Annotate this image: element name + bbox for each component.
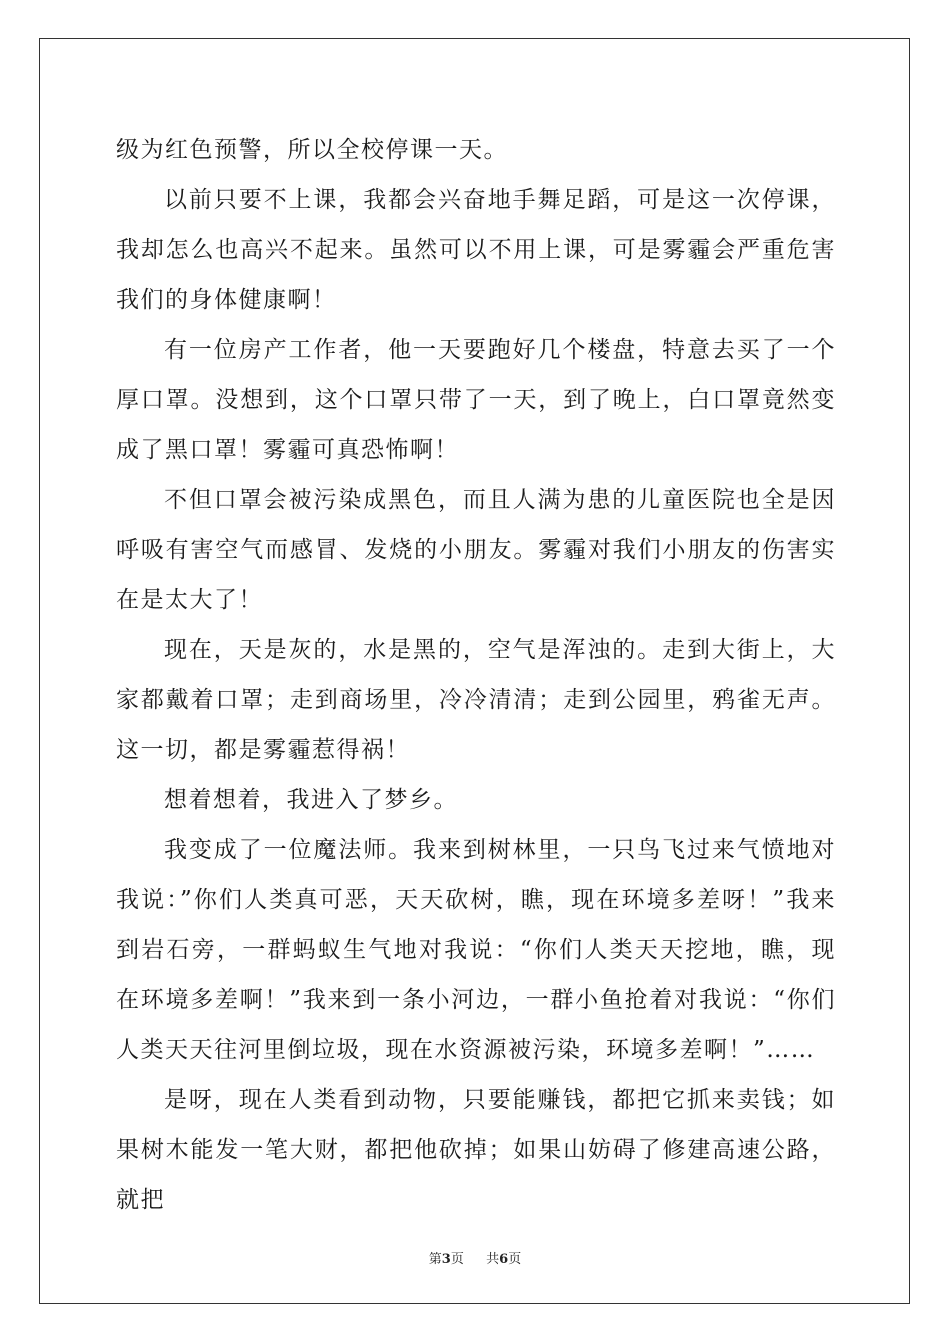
document-body [116, 125, 836, 1225]
paragraph-3: 有一位房产工作者，他一天要跑好几个楼盘，特意去买了一个厚口罩。没想到，这个口罩只带了一天，到了晚上，白口罩竟然变成了黑口罩！雾霾可真恐怖啊！ [116, 337, 836, 463]
total-page-number: 6 [499, 1252, 509, 1267]
paragraph-7: 我变成了一位魔法师。我来到树林里，一只鸟飞过来气愤地对我说：”你们人类真可恶，天天砍树，瞧，现在环境多差呀！”我来到岩石旁，一群蚂蚁生气地对我说：“你们人类天天挖地，瞧，现在环境多差啊！”我来到一条小河边，一群小鱼抢着对我说：“你们人类天天往河里倒垃圾，现在水资源被污染，环境多差啊！”…… [116, 837, 836, 1063]
paragraph-2: 以前只要不上课，我都会兴奋地手舞足蹈，可是这一次停课，我却怎么也高兴不起来。虽然可以不用上课，可是雾霾会严重危害我们的身体健康啊！ [116, 187, 836, 313]
page-suffix: 页 [450, 1252, 464, 1267]
total-suffix: 页 [508, 1252, 522, 1267]
page-footer [0, 1248, 950, 1267]
page-prefix: 第 [428, 1252, 442, 1267]
total-prefix: 共 [486, 1252, 500, 1267]
paragraph-1: 级为红色预警，所以全校停课一天。 [116, 137, 508, 163]
paragraph-8: 是呀，现在人类看到动物，只要能赚钱，都把它抓来卖钱；如果树木能发一笔大财，都把他砍掉；如果山妨碍了修建高速公路，就把 [116, 1087, 836, 1213]
page-number-label [429, 1252, 468, 1267]
page-total-label [486, 1252, 521, 1267]
paragraph-6: 想着想着，我进入了梦乡。 [164, 787, 458, 813]
current-page-number: 3 [441, 1252, 451, 1267]
paragraph-5: 现在，天是灰的，水是黑的，空气是浑浊的。走到大街上，大家都戴着口罩；走到商场里，冷冷清清；走到公园里，鸦雀无声。这一切，都是雾霾惹得祸！ [116, 637, 836, 763]
paragraph-4: 不但口罩会被污染成黑色，而且人满为患的儿童医院也全是因呼吸有害空气而感冒、发烧的小朋友。雾霾对我们小朋友的伤害实在是太大了！ [116, 487, 836, 613]
